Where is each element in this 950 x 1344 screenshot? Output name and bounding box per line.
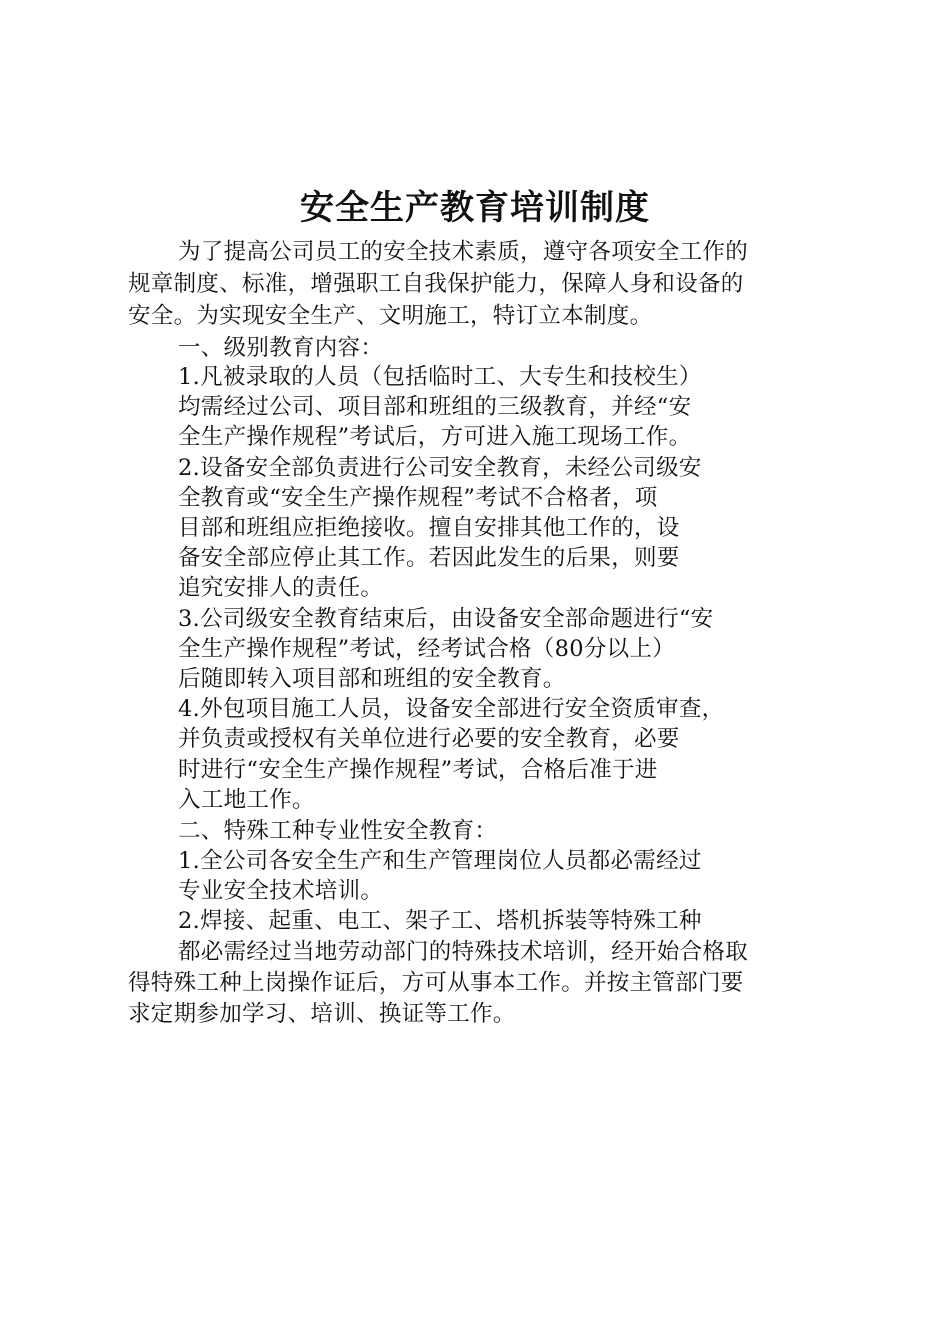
list-item-line: 2.设备安全部负责进行公司安全教育，未经公司级安	[178, 455, 702, 481]
document-title: 安全生产教育培训制度	[300, 188, 650, 228]
paragraph-line: 规章制度、标准，增强职工自我保护能力，保障人身和设备的	[128, 271, 744, 297]
list-item-line: 入工地工作。	[178, 787, 315, 813]
list-item-line: 专业安全技术培训。	[178, 878, 384, 904]
list-item-line: 4.外包项目施工人员，设备安全部进行安全资质审查，	[178, 696, 725, 722]
list-item-line: 追究安排人的责任。	[178, 575, 384, 601]
list-item-line: 1.凡被录取的人员（包括临时工、大专生和技校生）	[178, 364, 702, 390]
section-heading: 一、级别教育内容：	[178, 335, 384, 361]
list-item-line: 全生产操作规程”考试后，方可进入施工现场工作。	[178, 424, 692, 450]
list-item-line: 备安全部应停止其工作。若因此发生的后果，则要	[178, 545, 680, 571]
list-item-line: 时进行“安全生产操作规程”考试，合格后准于进	[178, 757, 658, 783]
list-item-line: 并负责或授权有关单位进行必要的安全教育，必要	[178, 726, 680, 752]
list-item-line: 全生产操作规程”考试，经考试合格（80分以上）	[178, 636, 676, 662]
list-item-line: 1.全公司各安全生产和生产管理岗位人员都必需经过	[178, 848, 702, 874]
list-item-line: 目部和班组应拒绝接收。擅自安排其他工作的，设	[178, 515, 680, 541]
paragraph-line: 为了提高公司员工的安全技术素质，遵守各项安全工作的	[178, 239, 749, 265]
list-item-line: 全教育或“安全生产操作规程”考试不合格者，项	[178, 485, 658, 511]
section-heading: 二、特殊工种专业性安全教育：	[178, 818, 498, 844]
list-item-line: 2.焊接、起重、电工、架子工、塔机拆装等特殊工种	[178, 908, 702, 934]
paragraph-line: 求定期参加学习、培训、换证等工作。	[128, 1001, 516, 1027]
list-item-line: 后随即转入项目部和班组的安全教育。	[178, 666, 566, 692]
list-item-line: 3.公司级安全教育结束后，由设备安全部命题进行“安	[178, 606, 714, 632]
paragraph-line: 得特殊工种上岗操作证后，方可从事本工作。并按主管部门要	[128, 970, 744, 996]
paragraph-line: 安全。为实现安全生产、文明施工，特订立本制度。	[128, 303, 653, 329]
list-item-line: 均需经过公司、项目部和班组的三级教育，并经“安	[178, 394, 692, 420]
paragraph-line: 都必需经过当地劳动部门的特殊技术培训，经开始合格取	[178, 939, 749, 965]
